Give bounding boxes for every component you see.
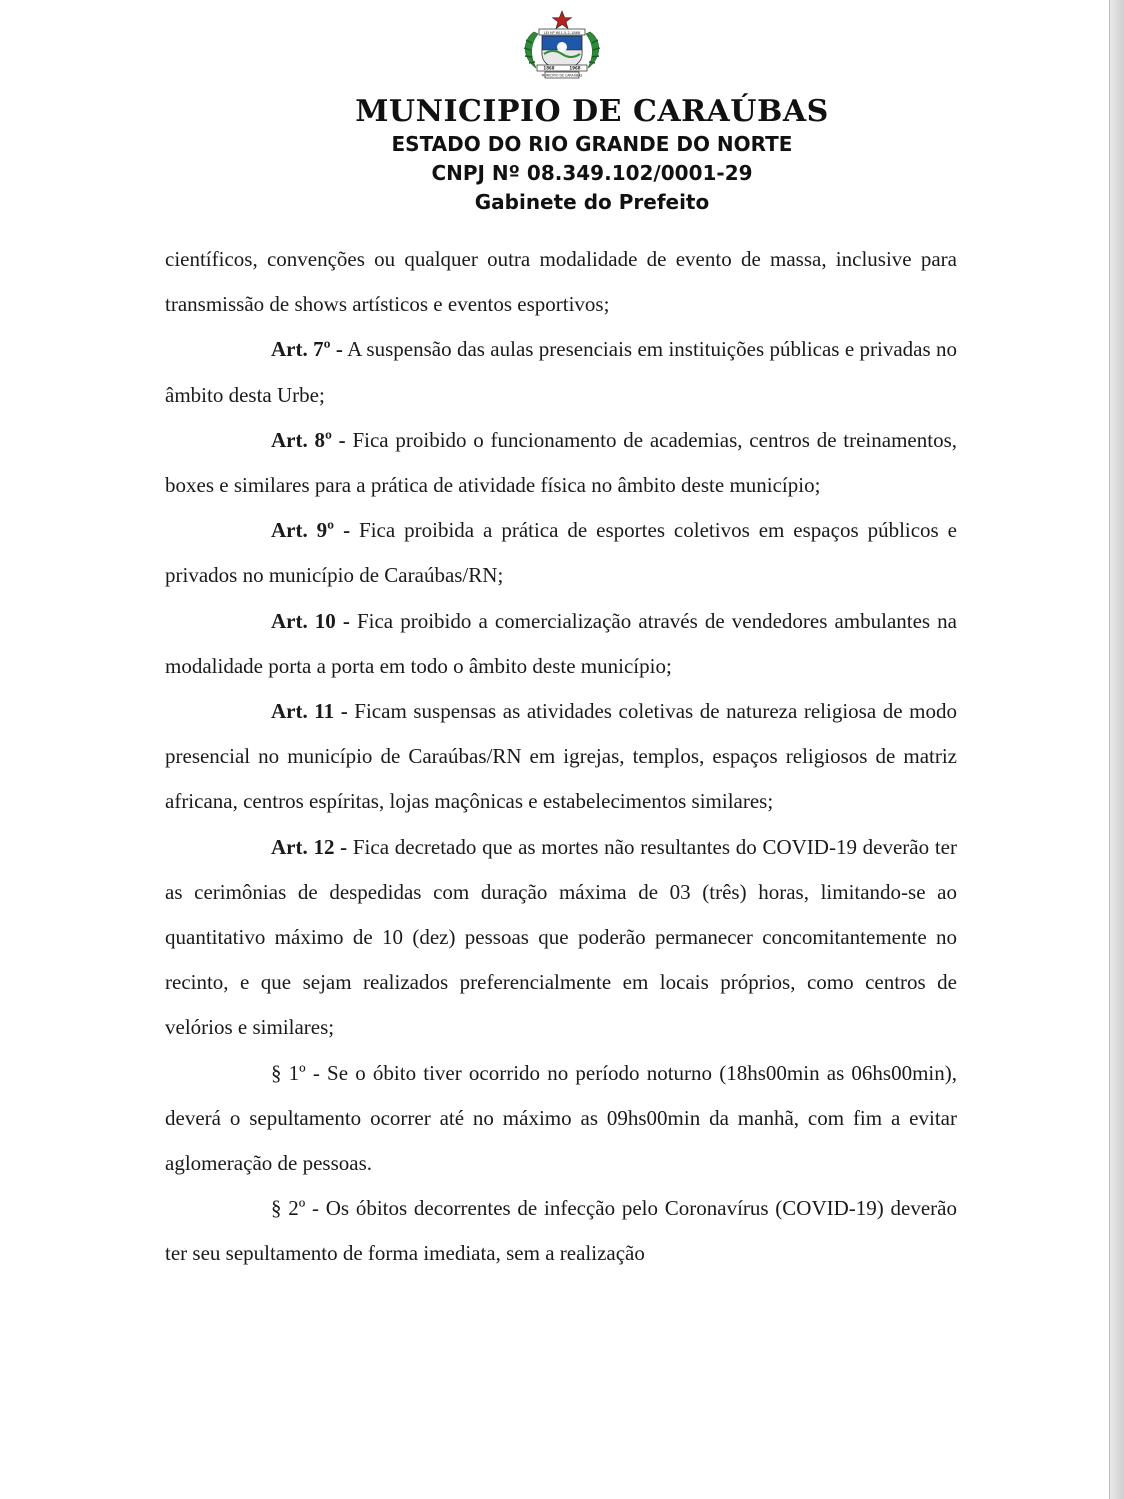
crest-year-right: 1968 bbox=[569, 65, 581, 71]
crest-banner-text: MUNICIPIO DE CARAÚBAS bbox=[541, 73, 583, 78]
decree-body bbox=[165, 237, 957, 1277]
article-7 bbox=[165, 327, 957, 417]
article-12 bbox=[165, 825, 957, 1051]
state-name: ESTADO DO RIO GRANDE DO NORTE bbox=[391, 132, 793, 156]
article-text: Fica proibida a prática de esportes coletivos em espaços públicos e privados no município de Caraúbas/RN; bbox=[165, 518, 958, 588]
article-label: Art. 8º - bbox=[271, 427, 346, 452]
letterhead bbox=[0, 10, 1124, 217]
municipality-title: MUNICIPIO DE CARAÚBAS bbox=[355, 94, 829, 129]
article-label: Art. 10 - bbox=[271, 608, 350, 633]
crest-year-left: 1868 bbox=[543, 65, 555, 71]
article-label: Art. 11 - bbox=[271, 699, 348, 724]
article-text: Fica proibido o funcionamento de academias, centros de treinamentos, boxes e similares para a prática de atividade física no âmbito deste município; bbox=[165, 427, 957, 498]
crest-ribbon-text: LEI Nº 601-5-2-1868 bbox=[543, 30, 581, 35]
article-10 bbox=[165, 599, 957, 689]
cnpj-number: CNPJ Nº 08.349.102/0001-29 bbox=[431, 161, 753, 185]
paragraph-2: § 2º - Os óbitos decorrentes de infecção pelo Coronavírus (COVID-19) deverão ter seu sepultamento de forma imediata, sem a realização bbox=[165, 1196, 957, 1266]
page-edge-shadow bbox=[1109, 0, 1124, 1499]
article-text: Ficam suspensas as atividades coletivas de natureza religiosa de modo presencial no município de Caraúbas/RN em igrejas, templos, espaços religiosos de matriz africana, centros espíritas, lojas maçônicas e estabelecimentos similares; bbox=[165, 699, 957, 814]
office-name: Gabinete do Prefeito bbox=[474, 190, 710, 214]
municipal-crest-icon bbox=[512, 10, 612, 80]
article-text: A suspensão das aulas presenciais em instituições públicas e privadas no âmbito desta Urbe; bbox=[165, 337, 957, 407]
article-11 bbox=[165, 689, 957, 825]
article-label: Art. 9º - bbox=[271, 518, 351, 543]
article-label: Art. 7º - bbox=[271, 337, 343, 362]
article-label: Art. 12 - bbox=[271, 834, 348, 859]
article-8 bbox=[165, 418, 957, 508]
article-9 bbox=[165, 508, 957, 598]
continuation-paragraph: científicos, convenções ou qualquer outra modalidade de evento de massa, inclusive para transmissão de shows artísticos e eventos esportivos; bbox=[165, 247, 957, 317]
paragraph-1: § 1º - Se o óbito tiver ocorrido no período noturno (18hs00min as 06hs00min), deverá o sepultamento ocorrer até no máximo as 09hs00min da manhã, com fim a evitar aglomeração de pessoas. bbox=[165, 1060, 957, 1176]
article-text: Fica decretado que as mortes não resultantes do COVID-19 deverão ter as cerimônias de despedidas com duração máxima de 03 (três) horas, limitando-se ao quantitativo máximo de 10 (dez) pessoas que poderão permanecer concomitantemente no recinto, e que sejam realizados preferencialmente em locais próprios, como centros de velórios e similares; bbox=[165, 834, 957, 1040]
article-text: Fica proibido a comercialização através de vendedores ambulantes na modalidade porta a porta em todo o âmbito deste município; bbox=[165, 608, 957, 678]
